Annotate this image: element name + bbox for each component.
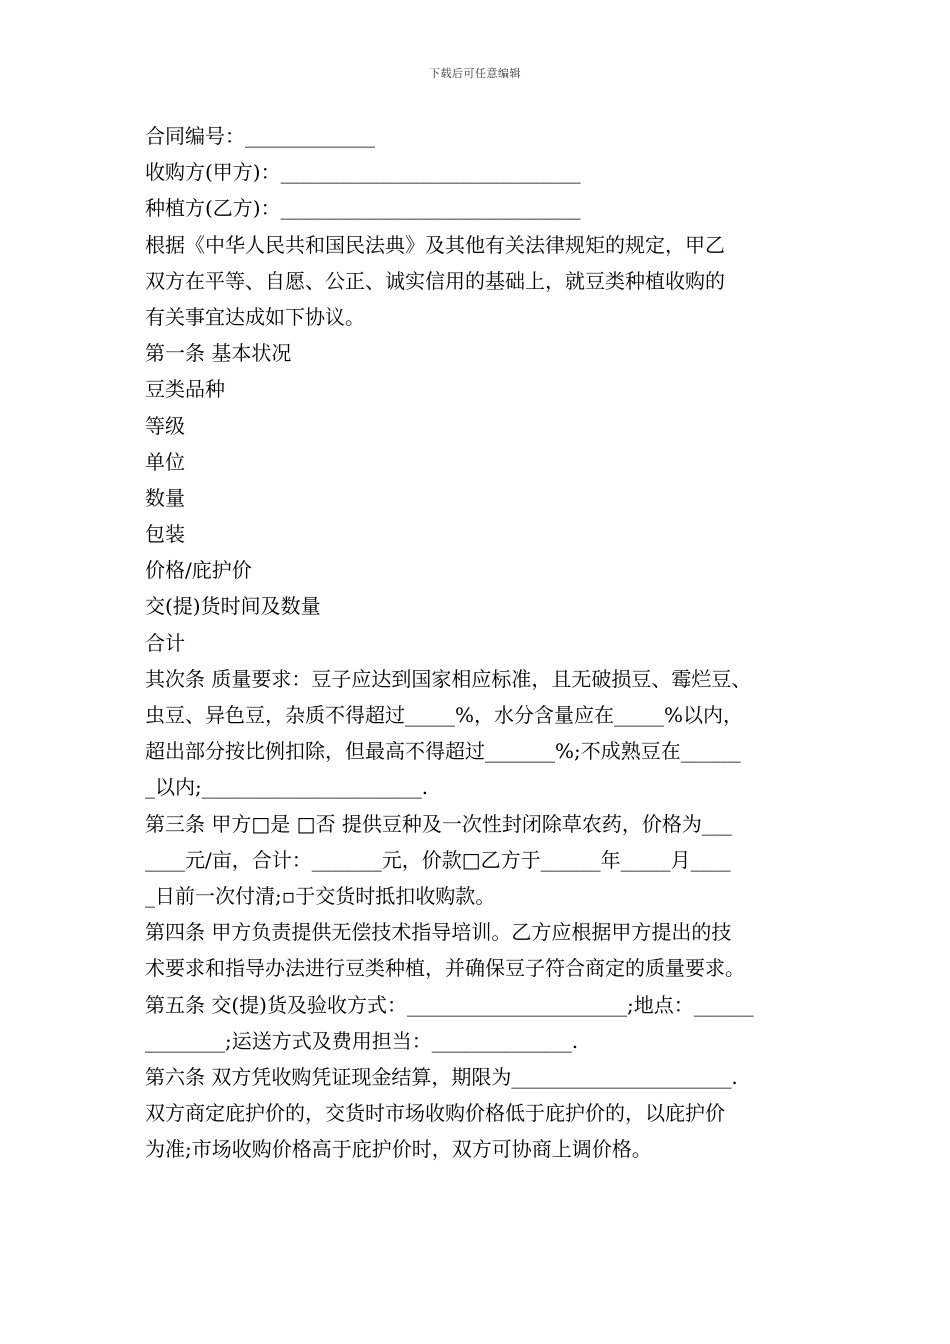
article-6-line-3: 为准;市场收购价格高于庇护价时，双方可协商上调价格。 xyxy=(145,1137,652,1162)
preamble-line-1: 根据《中华人民共和国民法典》及其他有关法律规矩的规定，甲乙 xyxy=(145,232,725,257)
item-grade: 等级 xyxy=(145,413,185,438)
article-4-line-1: 第四条 甲方负责提供无偿技术指导培训。乙方应根据甲方提出的技 xyxy=(145,920,732,945)
preamble-line-2: 双方在平等、自愿、公正、诚实信用的基础上，就豆类种植收购的 xyxy=(145,268,725,293)
article-2-line-1: 其次条 质量要求：豆子应达到国家相应标准，且无破损豆、霉烂豆、 xyxy=(145,666,752,691)
item-total: 合计 xyxy=(145,630,185,655)
article-3-line-2: ____元/亩，合计：_______元，价款□乙方于______年_____月____ xyxy=(145,847,731,872)
article-3-line-1: 第三条 甲方□是 □否 提供豆种及一次性封闭除草农药，价格为___ xyxy=(145,811,732,836)
article-6-line-2: 双方商定庇护价的，交货时市场收购价格低于庇护价的，以庇护价 xyxy=(145,1101,725,1126)
item-price: 价格/庇护价 xyxy=(145,558,252,583)
article-2-line-3: 超出部分按比例扣除，但最高不得超过_______%;不成熟豆在______ xyxy=(145,739,741,764)
preamble-line-3: 有关事宜达成如下协议。 xyxy=(145,304,365,329)
item-bean-variety: 豆类品种 xyxy=(145,377,225,402)
item-packaging: 包装 xyxy=(145,522,185,547)
article-2-line-2: 虫豆、异色豆，杂质不得超过_____%，水分含量应在_____%以内， xyxy=(145,703,744,727)
article-4-line-2: 术要求和指导办法进行豆类种植，并确保豆子符合商定的质量要求。 xyxy=(145,956,745,981)
item-delivery-time: 交(提)货时间及数量 xyxy=(145,594,321,619)
buyer-line: 收购方(甲方)：______________________________ xyxy=(145,160,581,185)
article-1-heading: 第一条 基本状况 xyxy=(145,341,292,366)
article-6-line-1: 第六条 双方凭收购凭证现金结算，期限为______________________. xyxy=(145,1064,738,1089)
article-5-line-1: 第五条 交(提)货及验收方式：______________________;地点：______ xyxy=(145,992,754,1017)
grower-line: 种植方(乙方)：______________________________ xyxy=(145,196,581,221)
contract-number-line: 合同编号：_____________ xyxy=(145,124,375,148)
document-body xyxy=(145,118,810,1167)
item-quantity: 数量 xyxy=(145,485,185,510)
article-5-line-2: ________;运送方式及费用担当：______________. xyxy=(145,1028,579,1053)
article-2-line-4: _以内;______________________. xyxy=(145,775,429,800)
page-header-note: 下载后可任意编辑 xyxy=(429,67,521,80)
article-3-line-3: _日前一次付清;▫于交货时抵扣收购款。 xyxy=(145,883,496,908)
item-unit: 单位 xyxy=(145,449,185,474)
